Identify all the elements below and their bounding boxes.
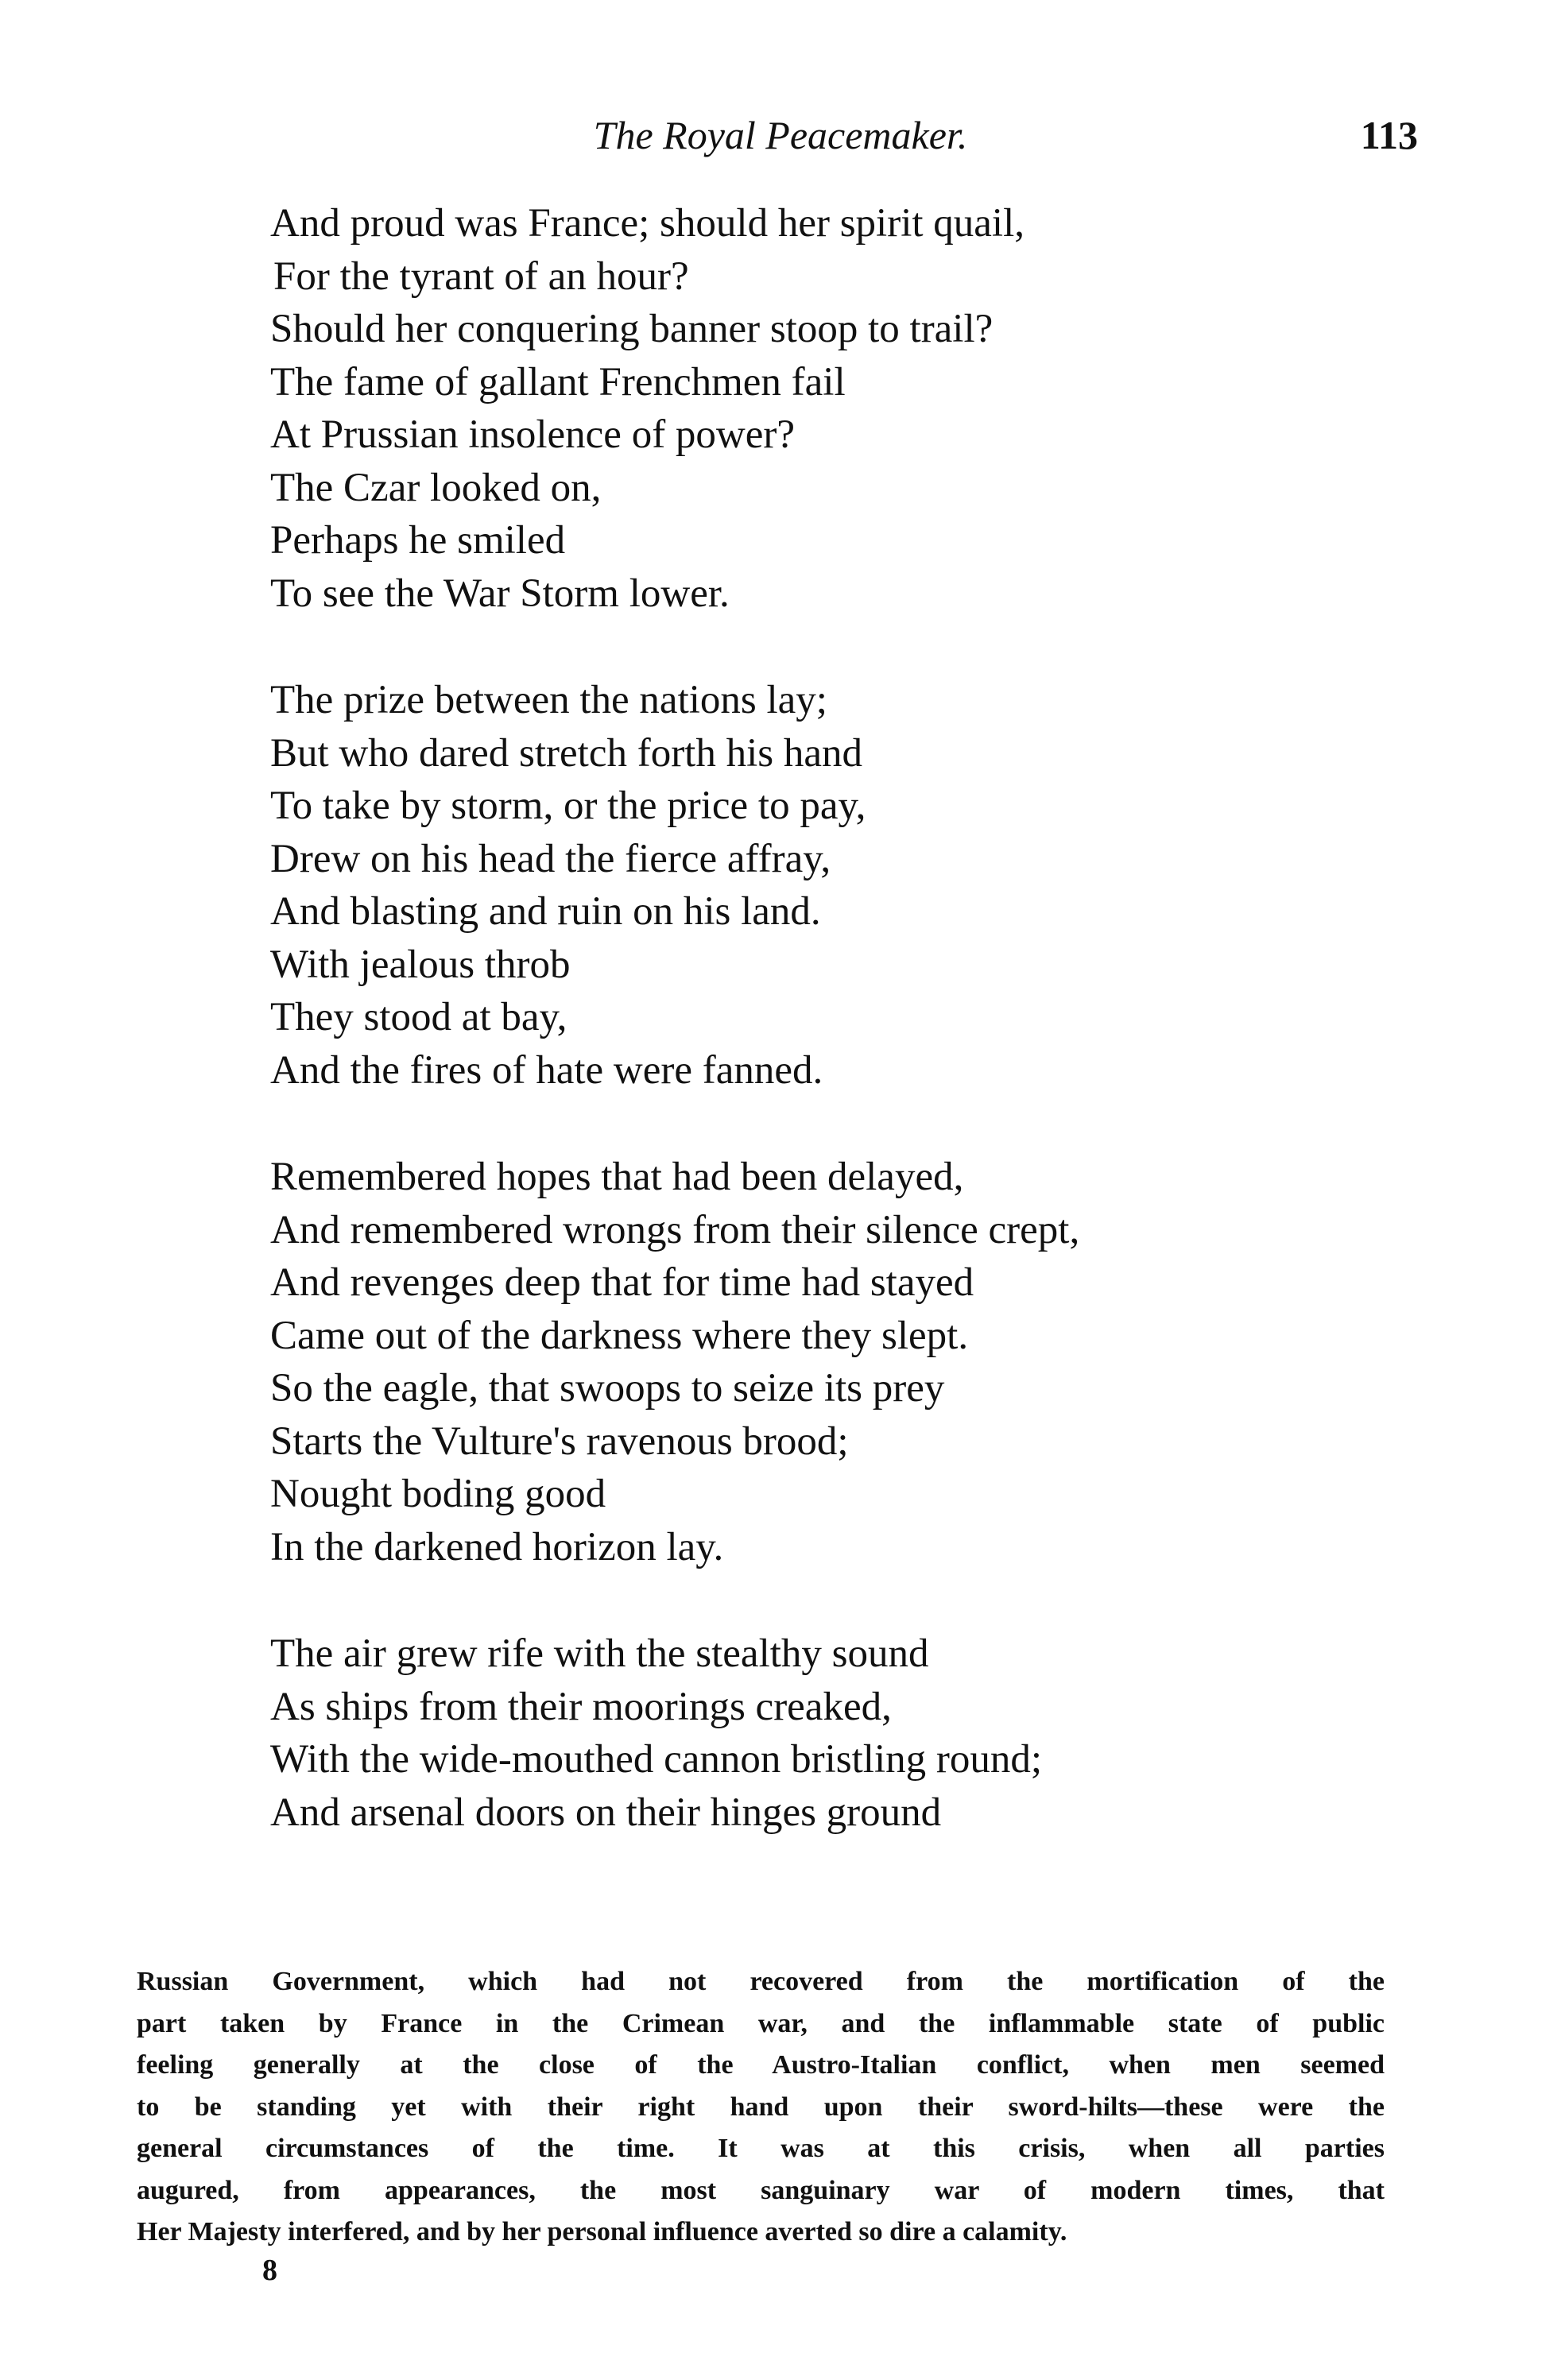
poem-line: With jealous throb — [270, 942, 571, 987]
poem-line: Perhaps he smiled — [270, 518, 566, 563]
poem-line: Came out of the darkness where they slept. — [270, 1313, 969, 1358]
stanza-1 — [270, 197, 1303, 620]
signature-mark: 8 — [262, 2254, 277, 2287]
footnote-line: part taken by France in the Crimean war, and the inflammable state of public — [137, 2008, 1385, 2038]
footnote-line: general circumstances of the time. It was at this crisis, when all parties — [137, 2134, 1385, 2163]
stanza-3 — [270, 1151, 1303, 1573]
poem-line: Should her conquering banner stoop to trail? — [270, 307, 994, 351]
poem-line: Starts the Vulture's ravenous brood; — [270, 1418, 849, 1464]
footnote-line: feeling generally at the close of the Austro-Italian conflict, when men seemed — [137, 2050, 1385, 2080]
poem-line: At Prussian insolence of power? — [270, 412, 796, 457]
poem-line: To take by storm, or the price to pay, — [270, 784, 866, 828]
poem-line: And revenges deep that for time had stayed — [270, 1260, 974, 1305]
poem-line: Remembered hopes that had been delayed, — [270, 1155, 964, 1199]
footnote-line: augured, from appearances, the most sanguinary war of modern times, that — [137, 2175, 1385, 2205]
poem-line: They stood at bay, — [270, 995, 567, 1039]
poem-line: With the wide-mouthed cannon bristling round; — [270, 1737, 1043, 1782]
stanza-2 — [270, 674, 1303, 1097]
poem-line: But who dared stretch forth his hand — [270, 730, 863, 776]
poem-line: And the fires of hate were fanned. — [270, 1047, 823, 1093]
poem-line: And arsenal doors on their hinges ground — [270, 1790, 942, 1835]
poem-line: As ships from their moorings creaked, — [270, 1684, 892, 1729]
poem-line: The air grew rife with the stealthy sound — [270, 1631, 929, 1676]
poem-line: And blasting and ruin on his land. — [270, 889, 821, 934]
poem-line: The prize between the nations lay; — [270, 678, 827, 722]
poem — [270, 197, 1303, 1893]
poem-line: For the tyrant of an hour? — [273, 253, 689, 299]
poem-line: To see the War Storm lower. — [270, 571, 730, 616]
poem-line: And remembered wrongs from their silence crept, — [270, 1207, 1080, 1252]
poem-line: In the darkened horizon lay. — [270, 1524, 724, 1569]
running-title: The Royal Peacemaker. — [593, 113, 968, 157]
footnote-line: Russian Government, which had not recovered from the mortification of the — [137, 1967, 1385, 1996]
footnote — [137, 1961, 1385, 2254]
page-number: 113 — [1360, 113, 1418, 157]
poem-line: Nought boding good — [270, 1472, 606, 1516]
stanza-4 — [270, 1627, 1303, 1839]
poem-line: Drew on his head the fierce affray, — [270, 836, 831, 881]
running-head — [0, 111, 1561, 175]
poem-line: The fame of gallant Frenchmen fail — [270, 359, 846, 404]
poem-line: The Czar looked on, — [270, 465, 602, 510]
poem-line: So the eagle, that swoops to seize its prey — [270, 1366, 945, 1411]
footnote-line: to be standing yet with their right hand upon their sword-hilts—these were the — [137, 2092, 1385, 2122]
poem-line: And proud was France; should her spirit quail, — [270, 201, 1025, 246]
footnote-line: Her Majesty interfered, and by her personal influence averted so dire a calamity. — [137, 2217, 1067, 2246]
